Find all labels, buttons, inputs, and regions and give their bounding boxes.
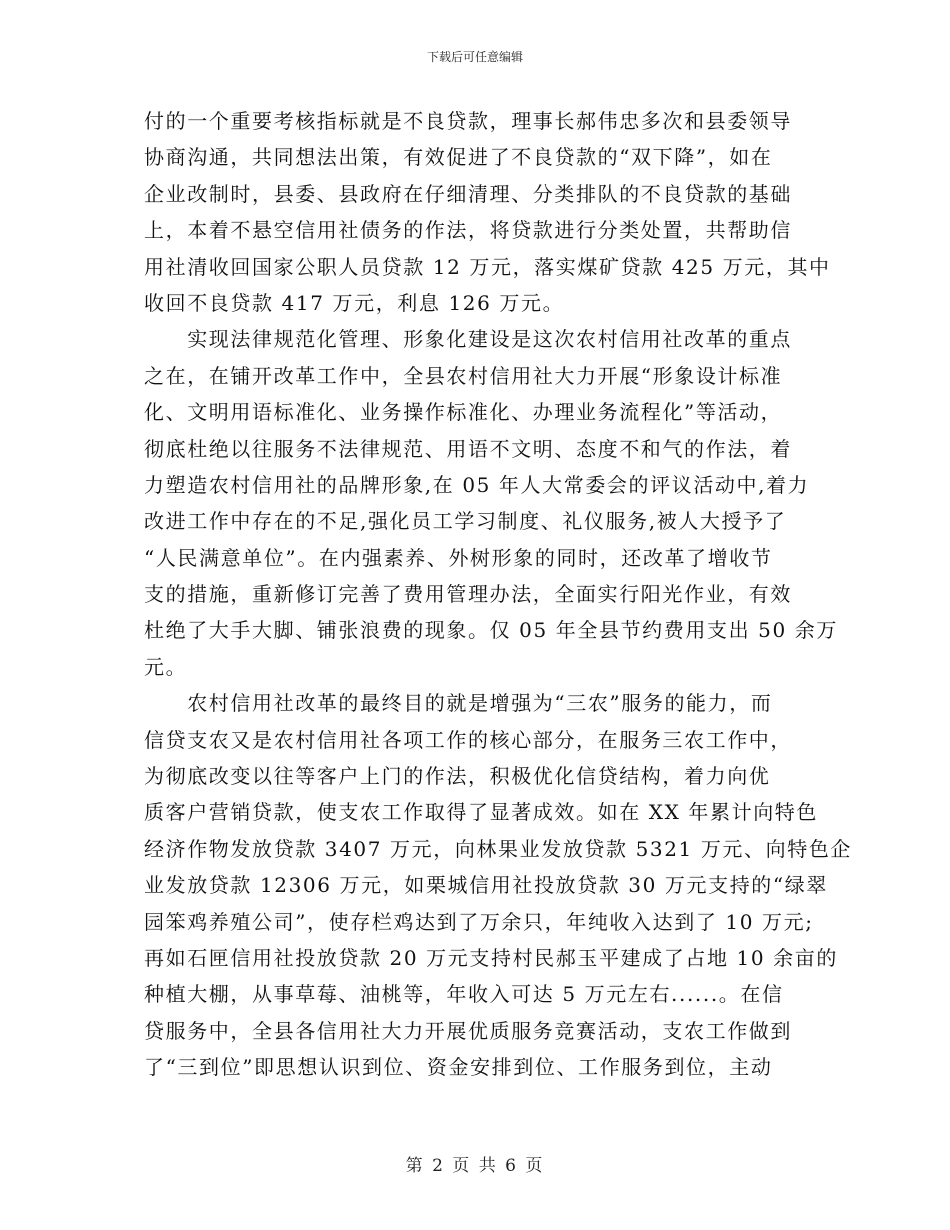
body-line: 彻底杜绝以往服务不法律规范、用语不文明、态度不和气的作法，着 <box>144 436 792 461</box>
page-header: 下载后可任意编辑 <box>426 50 523 64</box>
body-line: 上，本着不悬空信用社债务的作法，将贷款进行分类处置，共帮助信 <box>144 218 792 243</box>
body-line: “人民满意单位”。在内强素养、外树形象的同时，还改革了增收节 <box>144 545 773 570</box>
body-line: 元。 <box>144 654 188 679</box>
body-line: 化、文明用语标准化、业务操作标准化、办理业务流程化”等活动， <box>144 400 783 425</box>
body-line: 经济作物发放贷款 3407 万元，向林果业发放贷款 5321 万元、向特色企 <box>144 836 853 861</box>
body-line: 农村信用社改革的最终目的就是增强为“三农”服务的能力，而 <box>144 691 773 716</box>
body-line: 支的措施，重新修订完善了费用管理办法，全面实行阳光作业，有效 <box>144 582 792 607</box>
body-line: 企业改制时，县委、县政府在仔细清理、分类排队的不良贷款的基础 <box>144 181 792 206</box>
page-number: 第 2 页 共 6 页 <box>405 1156 545 1176</box>
body-line: 之在，在铺开改革工作中，全县农村信用社大力开展“形象设计标准 <box>144 363 783 388</box>
body-line: 收回不良贷款 417 万元，利息 126 万元。 <box>144 290 565 315</box>
body-line: 种植大棚，从事草莓、油桃等，年收入可达 5 万元左右......。在信 <box>144 982 784 1007</box>
body-line: 付的一个重要考核指标就是不良贷款，理事长郝伟忠多次和县委领导 <box>144 109 792 133</box>
body-line: 用社清收回国家公职人员贷款 12 万元，落实煤矿贷款 425 万元，其中 <box>144 254 831 279</box>
document-body <box>144 103 853 1086</box>
body-line: 了“三到位”即思想认识到位、资金安排到位、工作服务到位，主动 <box>144 1055 773 1080</box>
body-line: 为彻底改变以往等客户上门的作法，积极优化信贷结构，着力向优 <box>144 764 771 789</box>
body-line: 再如石匣信用社投放贷款 20 万元支持村民郝玉平建成了占地 10 余亩的 <box>144 945 838 970</box>
body-line: 改进工作中存在的不足,强化员工学习制度、礼仪服务,被人大授予了 <box>144 509 787 534</box>
body-line: 质客户营销贷款，使支农工作取得了显著成效。如在 XX 年累计向特色 <box>144 800 818 825</box>
body-line: 业发放贷款 12306 万元，如栗城信用社投放贷款 30 万元支持的“绿翠 <box>144 873 828 898</box>
body-line: 杜绝了大手大脚、铺张浪费的现象。仅 05 年全县节约费用支出 50 余万 <box>144 618 838 643</box>
body-line: 园笨鸡养殖公司”，使存栏鸡达到了万余只，年纯收入达到了 10 万元; <box>144 909 814 934</box>
body-line: 力塑造农村信用社的品牌形象,在 05 年人大常委会的评议活动中,着力 <box>144 472 810 497</box>
body-line: 贷服务中，全县各信用社大力开展优质服务竞赛活动，支农工作做到 <box>144 1018 792 1043</box>
body-line: 信贷支农又是农村信用社各项工作的核心部分，在服务三农工作中， <box>144 727 792 752</box>
body-line: 协商沟通，共同想法出策，有效促进了不良贷款的“双下降”，如在 <box>144 145 773 170</box>
body-line: 实现法律规范化管理、形象化建设是这次农村信用社改革的重点 <box>144 327 792 352</box>
